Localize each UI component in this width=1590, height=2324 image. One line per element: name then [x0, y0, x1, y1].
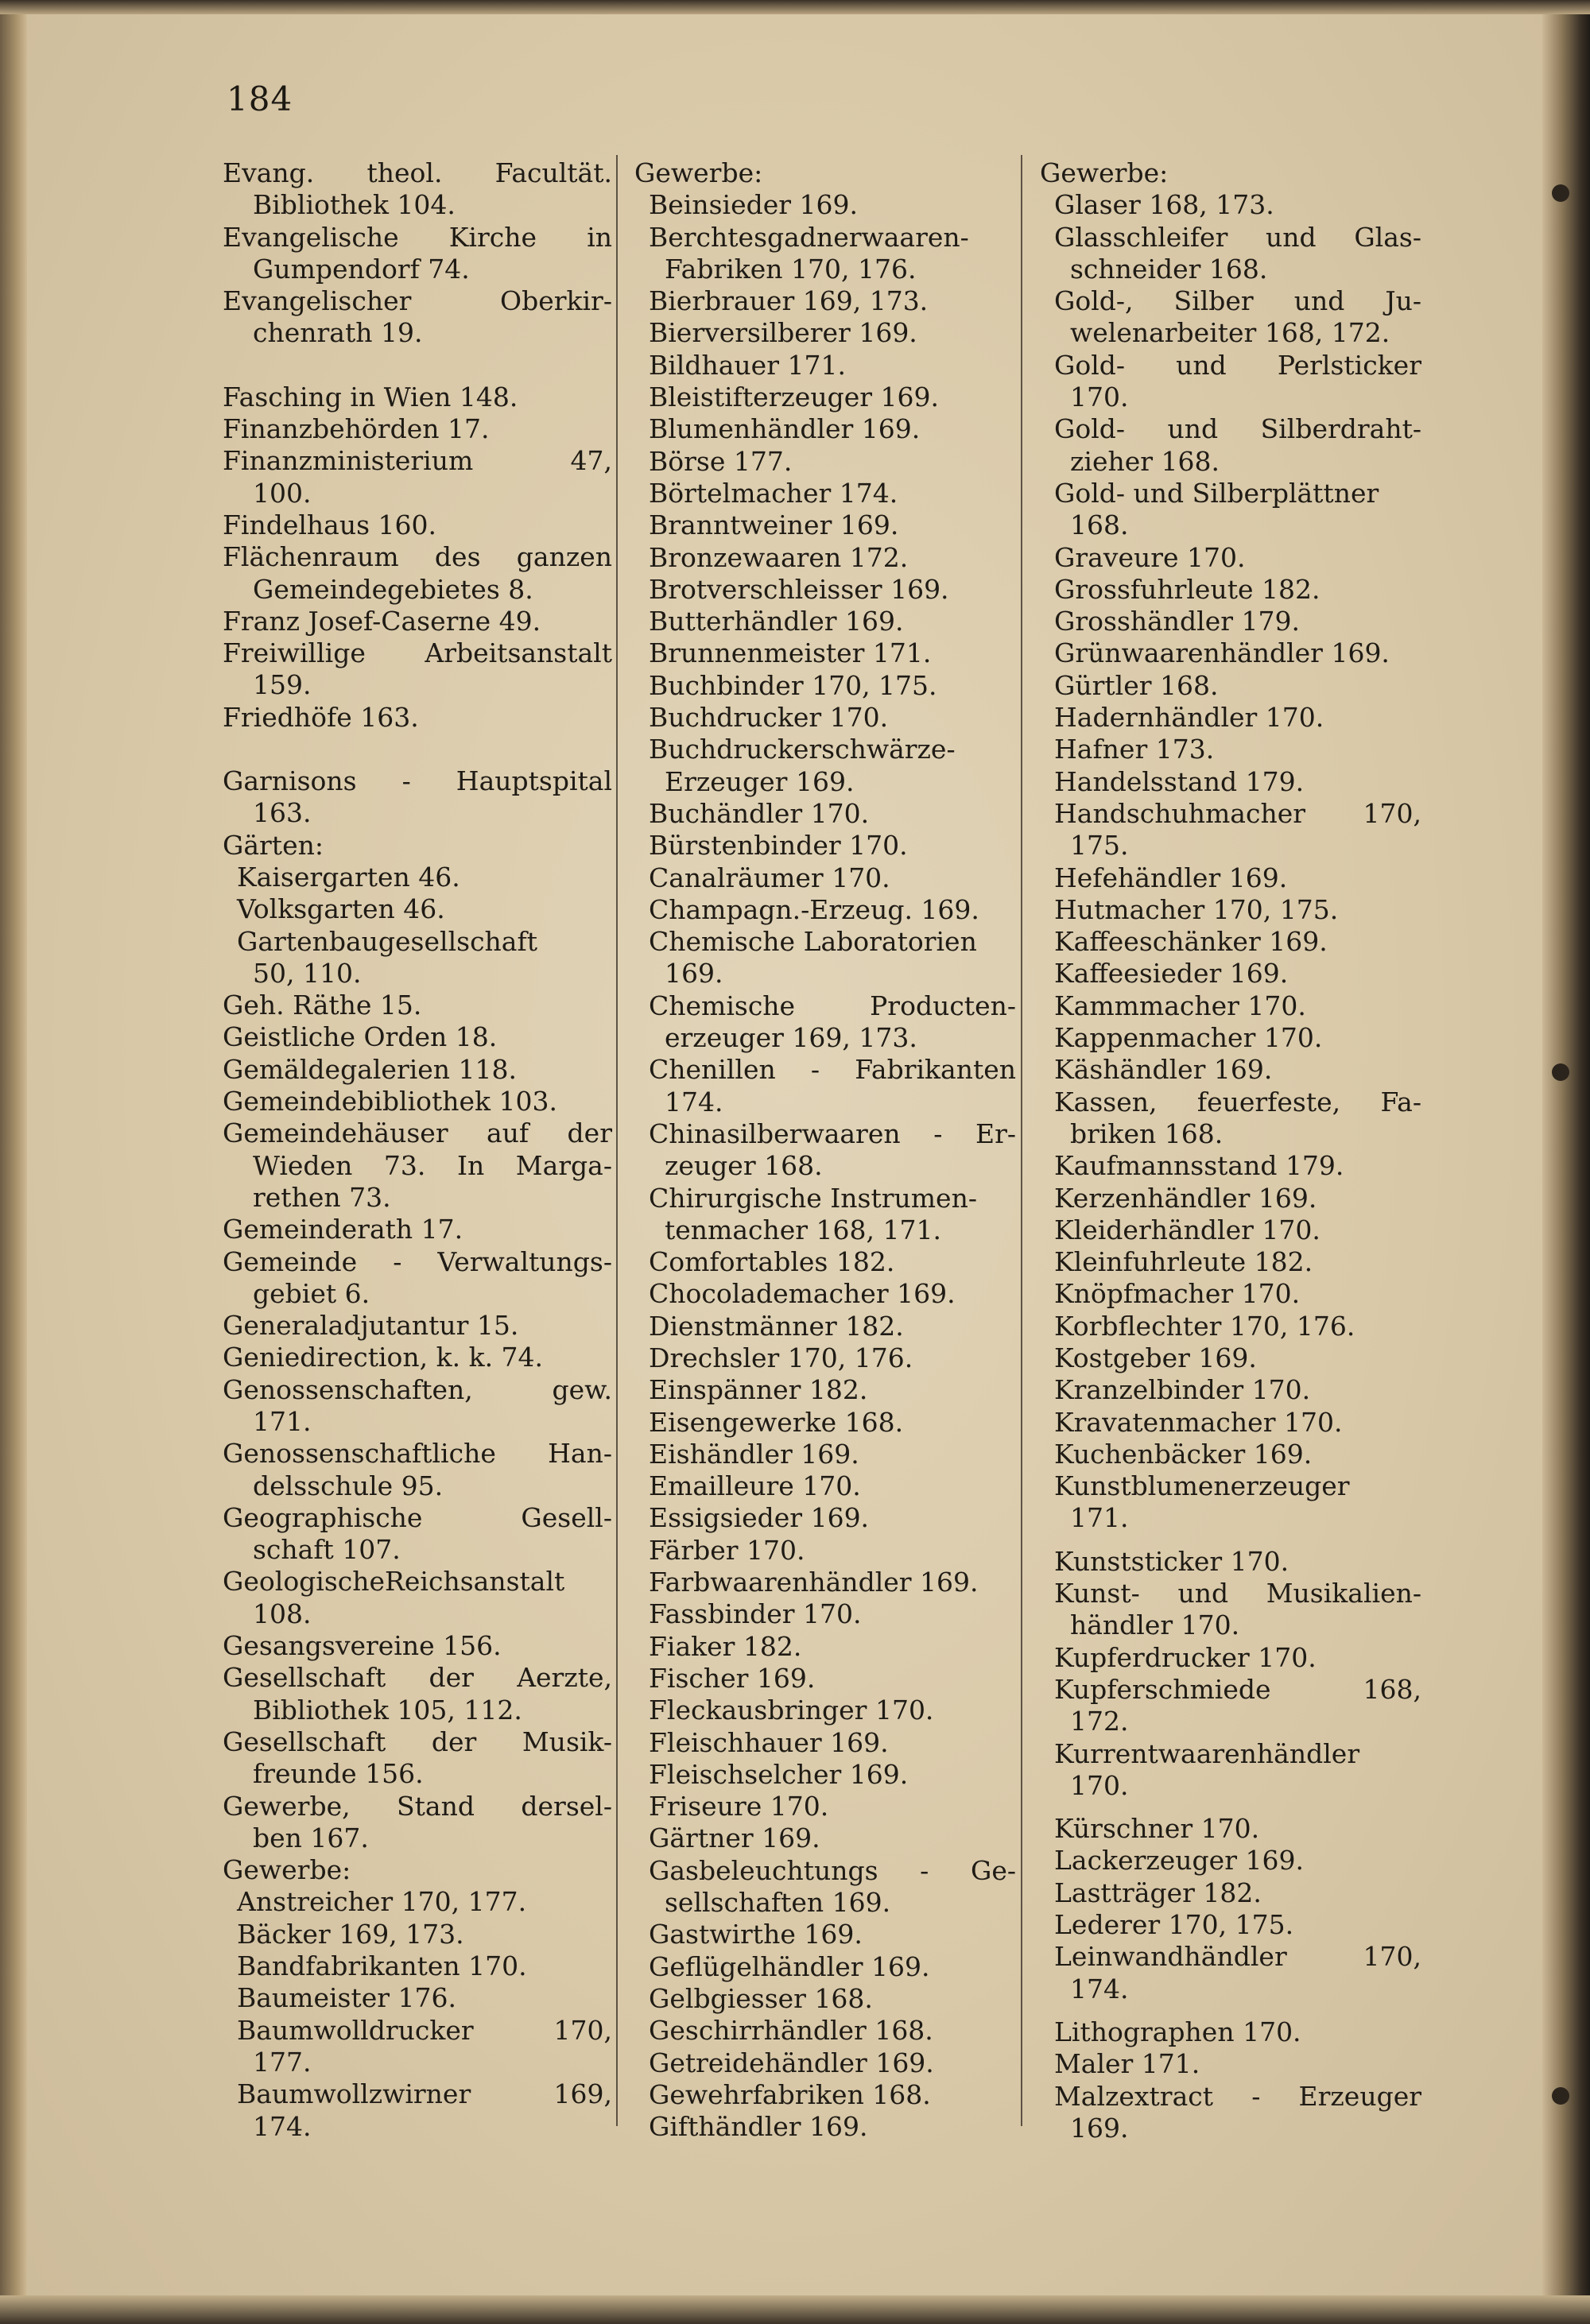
index-entry: Käshändler 169.	[1054, 1054, 1273, 1086]
index-entry: Geniedirection, k. k. 74.	[223, 1342, 544, 1373]
index-entry: Kostgeber 169.	[1054, 1342, 1257, 1373]
index-entry: Färber 170.	[649, 1534, 805, 1566]
index-entry: ben 167.	[253, 1822, 369, 1853]
index-entry: Kuchenbäcker 169.	[1054, 1438, 1313, 1470]
index-entry: Friseure 170.	[649, 1791, 829, 1822]
index-entry: Butterhändler 169.	[649, 606, 904, 637]
index-entry: 159.	[253, 669, 312, 701]
index-entry: Gemeinde - Verwaltungs-	[223, 1245, 612, 1277]
index-entry: Emailleure 170.	[649, 1470, 861, 1502]
index-entry: Kravatenmacher 170.	[1054, 1406, 1343, 1438]
index-entry: schaft 107.	[253, 1534, 401, 1566]
index-entry: Brotverschleisser 169.	[649, 573, 949, 605]
index-entry: Kaffeeschänker 169.	[1054, 926, 1328, 958]
index-entry: 169.	[1070, 2112, 1129, 2144]
index-entry: Gemeindehäuser auf der	[223, 1117, 612, 1149]
index-entry: Fiaker 182.	[649, 1630, 802, 1662]
index-entry: Handschuhmacher 170,	[1054, 797, 1421, 829]
index-entry: Canalräumer 170.	[649, 862, 890, 893]
index-entry: Genossenschaften, gew.	[223, 1373, 612, 1405]
index-entry: Bäcker 169, 173.	[237, 1918, 464, 1950]
index-entry: Evang. theol. Facultät.	[223, 157, 612, 188]
index-entry: Gold- und Perlsticker	[1054, 349, 1421, 381]
index-entry: Grünwaarenhändler 169.	[1054, 637, 1390, 669]
index-entry: Buchdruckerschwärze-	[649, 734, 956, 765]
index-entry: 174.	[665, 1086, 723, 1117]
top-edge	[0, 0, 1590, 14]
index-entry: GeologischeReichsanstalt	[223, 1566, 565, 1598]
book-spine	[0, 0, 27, 2324]
index-entry: schneider 168.	[1070, 253, 1268, 285]
index-entry: Hefehändler 169.	[1054, 862, 1288, 893]
index-entry: zeuger 168.	[665, 1150, 823, 1182]
index-entry: Gold- und Silberplättner	[1054, 477, 1379, 509]
index-entry: Korbflechter 170, 176.	[1054, 1310, 1355, 1342]
index-entry: Börtelmacher 174.	[649, 477, 898, 509]
index-entry: Gumpendorf 74.	[253, 253, 470, 285]
index-entry: Fassbinder 170.	[649, 1598, 862, 1630]
index-entry: Gewerbe:	[1040, 157, 1169, 188]
index-entry: 169.	[665, 958, 723, 990]
index-entry: 168.	[1070, 509, 1129, 541]
index-entry: Kunstblumenerzeuger	[1054, 1470, 1350, 1502]
index-entry: Gold-, Silber und Ju-	[1054, 285, 1421, 317]
index-entry: 174.	[1070, 1973, 1129, 2004]
index-entry: Kappenmacher 170.	[1054, 1022, 1323, 1054]
index-entry: Buchdrucker 170.	[649, 702, 889, 734]
index-entry: Lithographen 170.	[1054, 2016, 1301, 2047]
index-entry: Bandfabrikanten 170.	[237, 1950, 527, 1982]
index-entry: Genossenschaftliche Han-	[223, 1438, 612, 1470]
index-entry: Finanzministerium 47,	[223, 445, 612, 477]
index-entry: Fabriken 170, 176.	[665, 253, 917, 285]
index-entry: Bibliothek 105, 112.	[253, 1694, 522, 1726]
index-entry: Wieden 73. In Marga-	[253, 1149, 612, 1181]
index-entry: Bierbrauer 169, 173.	[649, 285, 929, 317]
index-entry: briken 168.	[1070, 1117, 1224, 1149]
index-entry: Fleckausbringer 170.	[649, 1695, 934, 1726]
index-entry: händler 170.	[1070, 1609, 1240, 1641]
index-entry: Chocolademacher 169.	[649, 1278, 956, 1310]
column-divider	[616, 155, 618, 2126]
index-entry: Garnisons - Hauptspital	[223, 765, 612, 797]
index-entry: tenmacher 168, 171.	[665, 1214, 941, 1245]
index-entry: Maler 171.	[1054, 2048, 1200, 2080]
index-entry: Handelsstand 179.	[1054, 765, 1305, 797]
index-entry: Bildhauer 171.	[649, 349, 846, 381]
index-entry: Baumeister 176.	[237, 1982, 457, 2014]
index-entry: Baumwolldrucker 170,	[237, 2014, 612, 2046]
index-entry: erzeuger 169, 173.	[665, 1022, 917, 1054]
index-column-3	[1040, 157, 1421, 2144]
index-entry: 177.	[253, 2046, 312, 2078]
index-entry: Baumwollzwirner 169,	[237, 2078, 612, 2110]
index-entry: zieher 168.	[1070, 445, 1220, 477]
spacer	[223, 734, 612, 765]
binding-stud-icon	[1552, 1063, 1569, 1081]
index-entry: Freiwillige Arbeitsanstalt	[223, 637, 612, 669]
index-entry: 172.	[1070, 1706, 1129, 1737]
index-entry: Essigsieder 169.	[649, 1502, 870, 1534]
index-column-1	[223, 157, 612, 2143]
index-entry: Bleistifterzeuger 169.	[649, 382, 939, 413]
index-entry: 170.	[1070, 382, 1129, 413]
index-entry: Bibliothek 104.	[253, 189, 456, 221]
index-entry: Gemeinderath 17.	[223, 1214, 463, 1245]
spacer	[1040, 1535, 1421, 1546]
index-entry: Anstreicher 170, 177.	[237, 1886, 527, 1918]
index-entry: Gastwirthe 169.	[649, 1919, 863, 1950]
page-number: 184	[227, 79, 293, 118]
index-entry: Gemäldegalerien 118.	[223, 1053, 518, 1085]
index-entry: Kunst- und Musikalien-	[1054, 1578, 1421, 1609]
index-entry: sellschaften 169.	[665, 1887, 891, 1919]
index-entry: Kupferdrucker 170.	[1054, 1641, 1317, 1673]
index-entry: Chenillen - Fabrikanten	[649, 1054, 1016, 1086]
index-entry: Franz Josef-Caserne 49.	[223, 605, 541, 637]
index-entry: Geistliche Orden 18.	[223, 1021, 498, 1053]
index-column-2	[634, 157, 1016, 2143]
index-entry: Fischer 169.	[649, 1662, 816, 1694]
index-entry: freunde 156.	[253, 1758, 424, 1790]
index-entry: 108.	[253, 1598, 312, 1629]
index-entry: Kaufmannsstand 179.	[1054, 1150, 1344, 1182]
index-entry: Lackerzeuger 169.	[1054, 1845, 1304, 1877]
spacer	[1040, 1802, 1421, 1813]
index-entry: 100.	[253, 477, 312, 509]
index-entry: Leinwandhändler 170,	[1054, 1941, 1421, 1973]
index-entry: 174.	[253, 2110, 312, 2142]
index-entry: Gasbeleuchtungs - Ge-	[649, 1854, 1016, 1886]
index-entry: Eisengewerke 168.	[649, 1406, 904, 1438]
index-entry: Gartenbaugesellschaft	[237, 925, 537, 957]
index-entry: Gemeindebibliothek 103.	[223, 1086, 557, 1117]
index-entry: Geographische Gesell-	[223, 1501, 612, 1533]
index-entry: Volksgarten 46.	[237, 893, 445, 925]
index-entry: Fleischselcher 169.	[649, 1758, 909, 1790]
index-entry: Getreidehändler 169.	[649, 2047, 934, 2078]
index-entry: Chirurgische Instrumen-	[649, 1182, 977, 1214]
index-entry: Evangelischer Oberkir-	[223, 285, 612, 317]
index-entry: Bürstenbinder 170.	[649, 830, 908, 862]
index-entry: Findelhaus 160.	[223, 509, 436, 540]
index-entry: Kleiderhändler 170.	[1054, 1214, 1320, 1245]
index-entry: Blumenhändler 169.	[649, 413, 921, 445]
index-entry: Lastträger 182.	[1054, 1877, 1262, 1908]
index-entry: Chinasilberwaaren - Er-	[649, 1117, 1016, 1149]
index-entry: Kassen, feuerfeste, Fa-	[1054, 1086, 1421, 1117]
index-entry: Flächenraum des ganzen	[223, 541, 612, 573]
index-entry: Hutmacher 170, 175.	[1054, 893, 1339, 925]
index-entry: Gemeindegebietes 8.	[253, 573, 533, 605]
index-entry: chenrath 19.	[253, 317, 423, 349]
index-entry: Chemische Laboratorien	[649, 926, 977, 958]
bottom-edge	[0, 2295, 1590, 2324]
index-entry: Kammmacher 170.	[1054, 990, 1306, 1021]
index-entry: Champagn.-Erzeug. 169.	[649, 893, 979, 925]
index-entry: Gewerbe:	[634, 157, 763, 188]
index-entry: Knöpfmacher 170.	[1054, 1278, 1301, 1310]
index-entry: Grosshändler 179.	[1054, 606, 1301, 637]
index-entry: Kunststicker 170.	[1054, 1545, 1289, 1577]
index-entry: Lederer 170, 175.	[1054, 1909, 1294, 1941]
index-entry: rethen 73.	[253, 1181, 391, 1213]
index-entry: Hafner 173.	[1054, 734, 1215, 765]
index-entry: 163.	[253, 797, 312, 829]
index-entry: 171.	[1070, 1502, 1129, 1534]
index-entry: Fasching in Wien 148.	[223, 381, 518, 413]
index-entry: gebiet 6.	[253, 1277, 370, 1309]
index-entry: Kupferschmiede 168,	[1054, 1673, 1421, 1705]
index-entry: Kaisergarten 46.	[237, 861, 460, 893]
spacer	[1040, 2005, 1421, 2016]
index-entry: Gesellschaft der Aerzte,	[223, 1662, 612, 1694]
index-entry: Geschirrhändler 168.	[649, 2015, 933, 2047]
index-entry: Gesangsvereine 156.	[223, 1630, 502, 1662]
page-edge	[1542, 0, 1590, 2324]
index-entry: Graveure 170.	[1054, 541, 1246, 573]
index-entry: Friedhöfe 163.	[223, 701, 419, 733]
index-entry: Buchändler 170.	[649, 797, 870, 829]
index-entry: Kurrentwaarenhändler	[1054, 1737, 1360, 1769]
index-entry: 50, 110.	[253, 957, 362, 989]
index-entry: Börse 177.	[649, 445, 793, 477]
index-entry: Generaladjutantur 15.	[223, 1310, 519, 1342]
index-entry: Gesellschaft der Musik-	[223, 1726, 612, 1757]
index-entry: Bierversilberer 169.	[649, 317, 917, 349]
index-entry: Gifthändler 169.	[649, 2111, 868, 2143]
index-entry: Berchtesgadnerwaaren-	[649, 221, 969, 253]
index-entry: Branntweiner 169.	[649, 509, 899, 541]
index-entry: Evangelische Kirche in	[223, 221, 612, 253]
index-entry: Drechsler 170, 176.	[649, 1342, 913, 1373]
index-entry: Geh. Räthe 15.	[223, 990, 422, 1021]
index-entry: Chemische Producten-	[649, 990, 1016, 1021]
index-entry: Gelbgiesser 168.	[649, 1982, 873, 2014]
index-entry: Kerzenhändler 169.	[1054, 1182, 1317, 1214]
index-entry: Geflügelhändler 169.	[649, 1950, 930, 1982]
index-entry: Gärten:	[223, 829, 324, 861]
index-entry: Finanzbehörden 17.	[223, 413, 490, 445]
index-entry: Fleischhauer 169.	[649, 1726, 889, 1758]
index-entry: Comfortables 182.	[649, 1246, 895, 1278]
index-entry: Erzeuger 169.	[665, 765, 855, 797]
index-entry: Gürtler 168.	[1054, 669, 1219, 701]
column-divider	[1021, 155, 1022, 2126]
binding-stud-icon	[1552, 184, 1569, 202]
index-entry: 170.	[1070, 1769, 1129, 1801]
index-entry: Gewerbe, Stand dersel-	[223, 1790, 612, 1822]
index-entry: Brunnenmeister 171.	[649, 637, 932, 669]
index-entry: Grossfuhrleute 182.	[1054, 573, 1320, 605]
index-entry: Farbwaarenhändler 169.	[649, 1567, 979, 1598]
index-entry: 175.	[1070, 830, 1129, 862]
index-entry: delsschule 95.	[253, 1470, 444, 1501]
index-entry: Beinsieder 169.	[649, 189, 859, 221]
index-entry: Glaser 168, 173.	[1054, 189, 1274, 221]
index-entry: Glasschleifer und Glas-	[1054, 221, 1421, 253]
index-entry: Kaffeesieder 169.	[1054, 958, 1289, 990]
spacer	[223, 350, 612, 382]
index-entry: Dienstmänner 182.	[649, 1310, 904, 1342]
binding-stud-icon	[1552, 2087, 1569, 2105]
index-entry: welenarbeiter 168, 172.	[1070, 317, 1390, 349]
index-entry: Gold- und Silberdraht-	[1054, 413, 1421, 445]
index-entry: Gewehrfabriken 168.	[649, 2078, 931, 2110]
index-entry: Hadernhändler 170.	[1054, 702, 1324, 734]
index-entry: Eishändler 169.	[649, 1438, 859, 1470]
index-entry: Kleinfuhrleute 182.	[1054, 1246, 1313, 1278]
index-entry: Kürschner 170.	[1054, 1813, 1260, 1845]
index-entry: Gewerbe:	[223, 1854, 351, 1886]
index-entry: Bronzewaaren 172.	[649, 541, 909, 573]
index-entry: 171.	[253, 1405, 312, 1437]
index-entry: Malzextract - Erzeuger	[1054, 2080, 1421, 2112]
index-entry: Buchbinder 170, 175.	[649, 669, 937, 701]
index-entry: Einspänner 182.	[649, 1374, 868, 1406]
index-entry: Kranzelbinder 170.	[1054, 1374, 1311, 1406]
index-entry: Gärtner 169.	[649, 1822, 820, 1854]
